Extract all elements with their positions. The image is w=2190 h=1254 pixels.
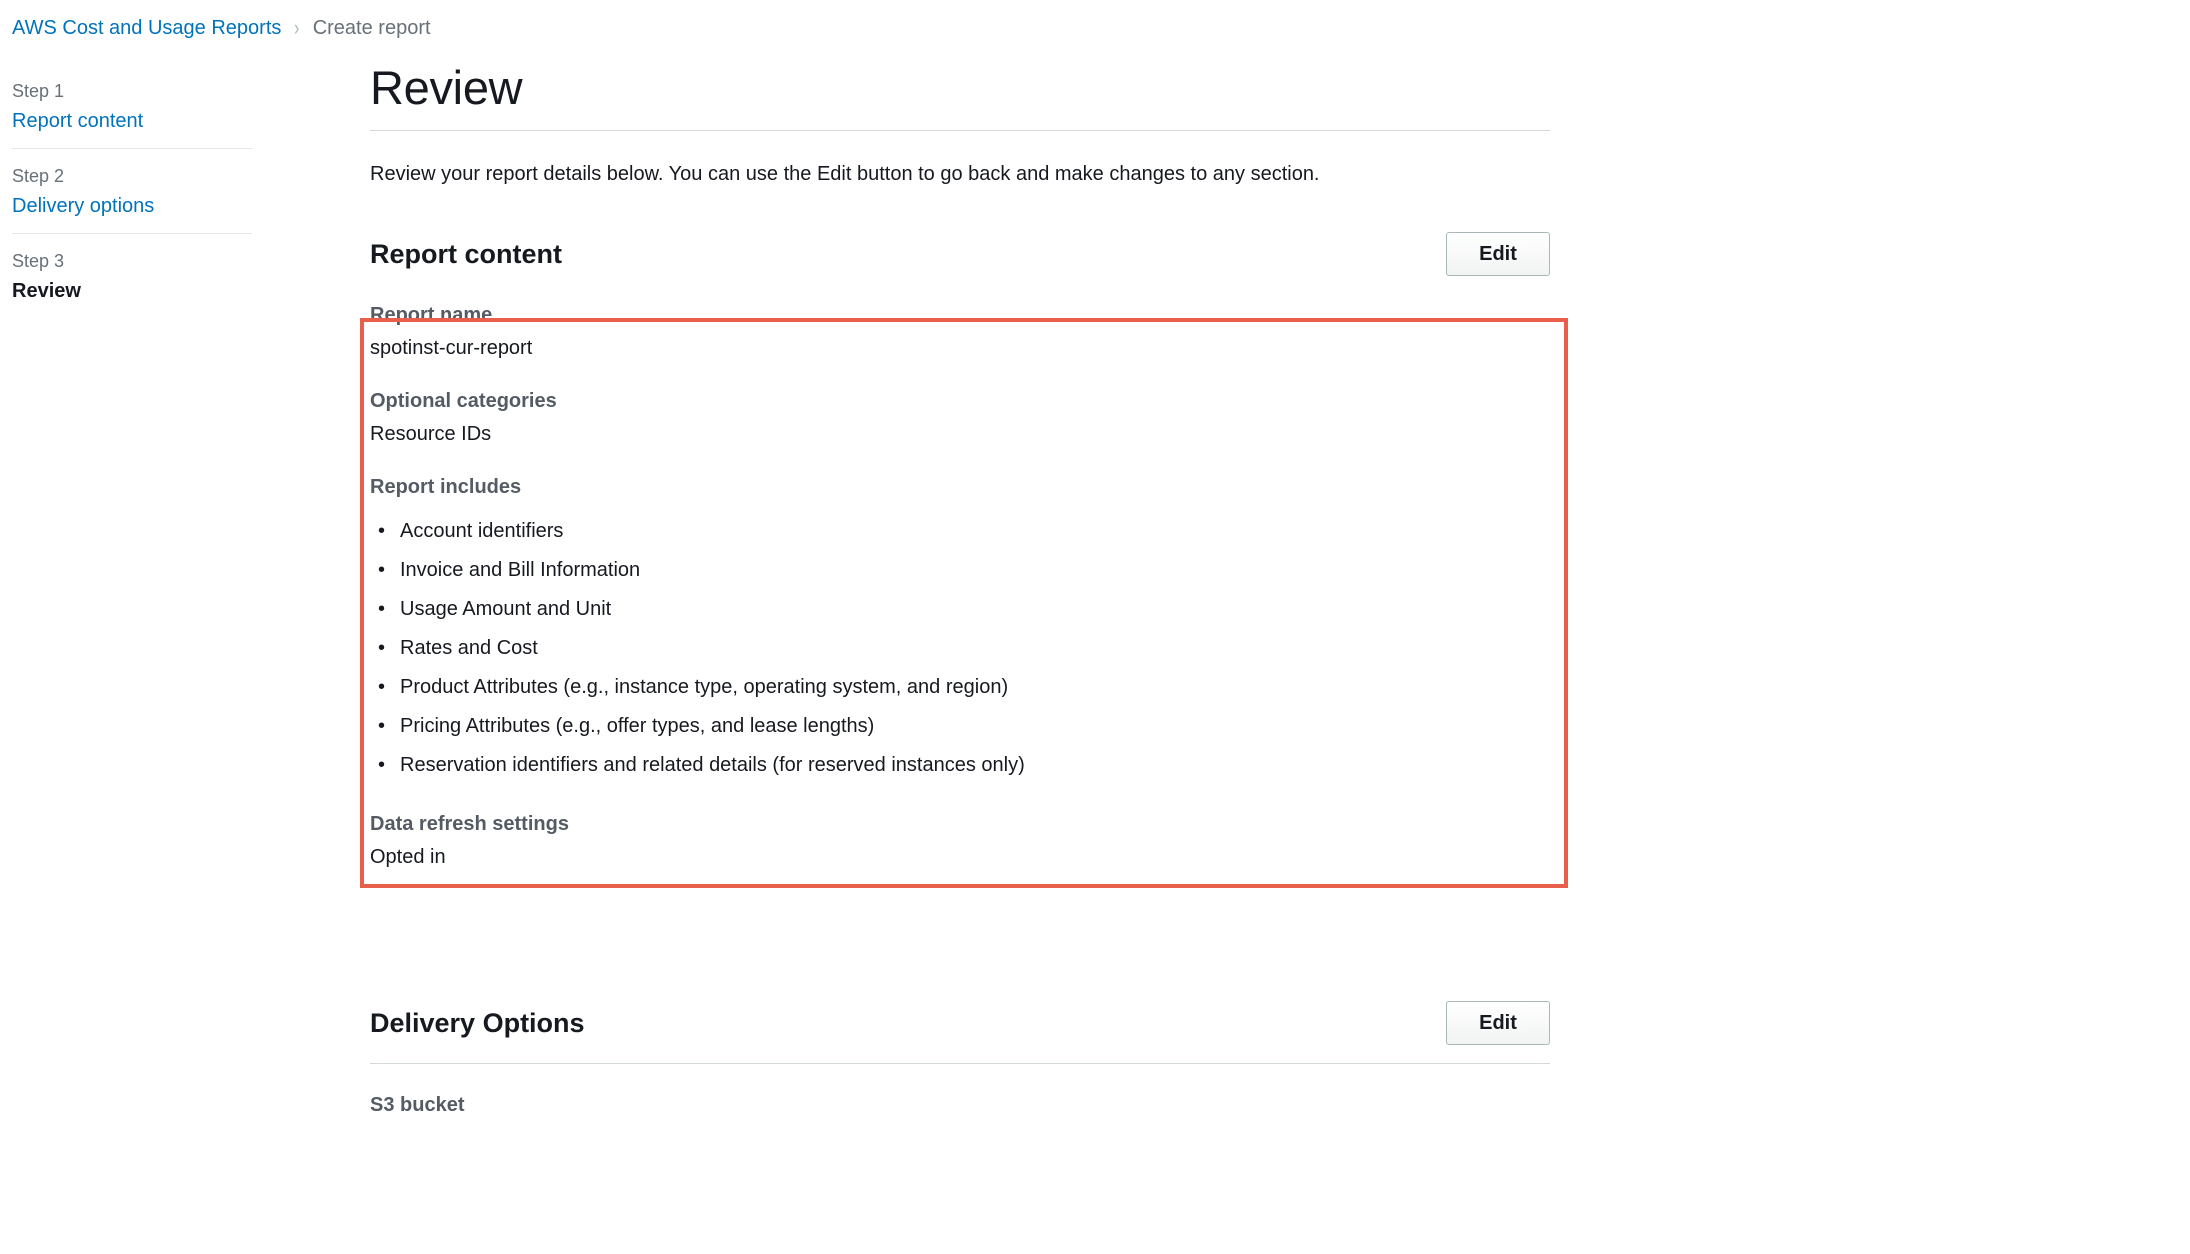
sidebar-step-1 xyxy=(12,80,252,148)
delivery-options-section-header xyxy=(370,1001,1550,1045)
report-content-section-header xyxy=(370,232,1550,276)
sidebar-step-2-label: Step 2 xyxy=(12,166,65,186)
delivery-options-heading: Delivery Options xyxy=(370,1008,585,1038)
list-item: • Pricing Attributes (e.g., offer types, and lease lengths) xyxy=(400,707,1550,746)
report-name-label: Report name xyxy=(370,304,493,326)
data-refresh-label: Data refresh settings xyxy=(370,813,569,835)
sidebar-step-3-title: Review xyxy=(12,280,81,302)
list-item: • Product Attributes (e.g., instance type, operating system, and region) xyxy=(400,668,1550,707)
report-name-value: spotinst-cur-report xyxy=(370,337,533,359)
wizard-steps-sidebar xyxy=(12,80,252,318)
main-content xyxy=(370,60,1550,1118)
sidebar-step-3-label: Step 3 xyxy=(12,251,65,271)
optional-categories-label: Optional categories xyxy=(370,390,557,412)
field-optional-categories xyxy=(370,388,1550,448)
delivery-options-divider xyxy=(370,1063,1550,1064)
data-refresh-value: Opted in xyxy=(370,846,446,868)
sidebar-step-2-title[interactable]: Delivery options xyxy=(12,195,155,217)
field-report-name xyxy=(370,302,1550,362)
list-item: • Account identifiers xyxy=(400,512,1550,551)
sidebar-step-2 xyxy=(12,165,252,233)
s3-bucket-label: S3 bucket xyxy=(370,1094,465,1116)
breadcrumb xyxy=(12,16,431,40)
field-data-refresh-settings xyxy=(370,811,1550,871)
sidebar-step-3 xyxy=(12,250,252,318)
sidebar-step-1-label: Step 1 xyxy=(12,81,65,101)
sidebar-step-1-title[interactable]: Report content xyxy=(12,110,144,132)
list-item: • Rates and Cost xyxy=(400,629,1550,668)
sidebar-divider-2 xyxy=(12,233,252,234)
breadcrumb-link-root[interactable]: AWS Cost and Usage Reports xyxy=(12,17,282,39)
report-content-heading: Report content xyxy=(370,239,562,269)
report-includes-list xyxy=(370,512,1550,785)
page-title: Review xyxy=(370,60,1550,131)
field-report-includes xyxy=(370,474,1550,785)
report-includes-label: Report includes xyxy=(370,476,522,498)
list-item: • Invoice and Bill Information xyxy=(400,551,1550,590)
sidebar-divider-1 xyxy=(12,148,252,149)
edit-report-content-button[interactable]: Edit xyxy=(1446,232,1550,276)
list-item: • Usage Amount and Unit xyxy=(400,590,1550,629)
optional-categories-value: Resource IDs xyxy=(370,423,492,445)
report-content-body xyxy=(370,302,1550,871)
edit-delivery-options-button[interactable]: Edit xyxy=(1446,1001,1550,1045)
list-item: • Reservation identifiers and related details (for reserved instances only) xyxy=(400,746,1550,785)
breadcrumb-current: Create report xyxy=(312,17,431,39)
chevron-right-icon: › xyxy=(294,15,300,40)
page-description: Review your report details below. You can use the Edit button to go back and make changes to any section. xyxy=(370,163,1320,185)
